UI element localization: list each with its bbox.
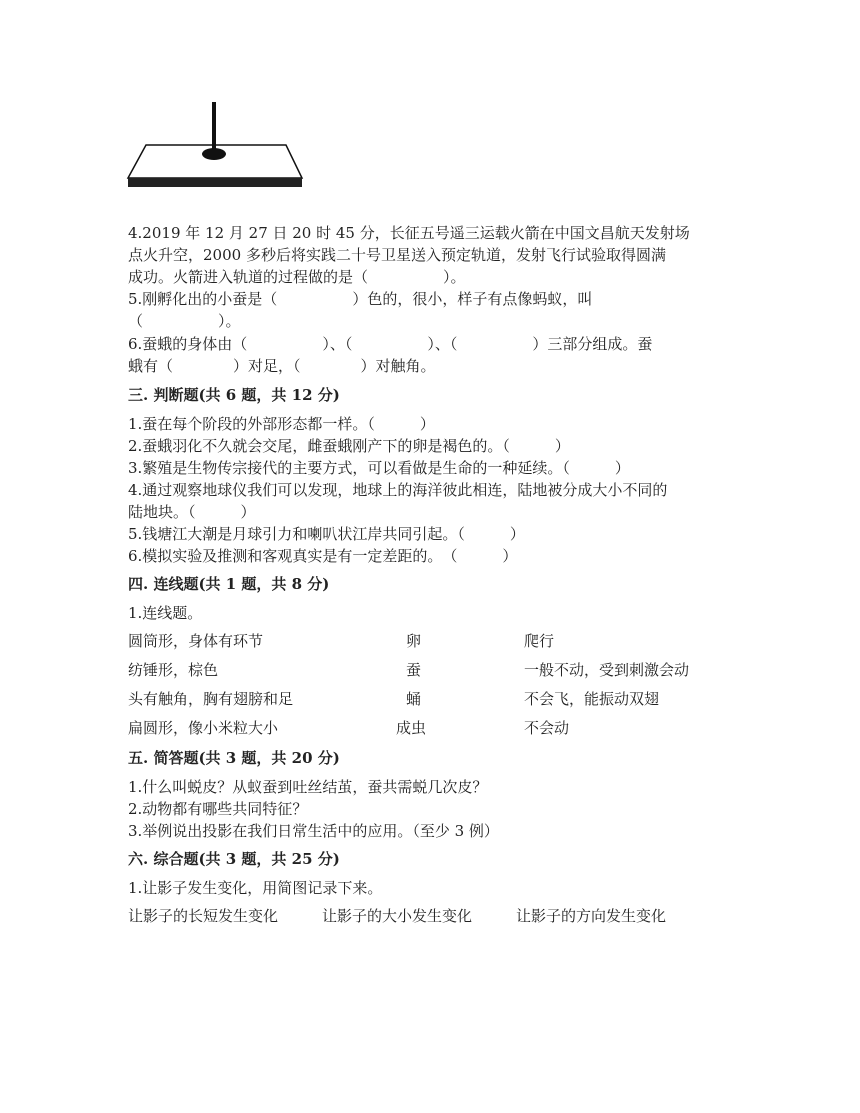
section-title: 四. 连线题(共 1 题，共 8 分) <box>128 575 330 593</box>
judge-item: 6.模拟实验及推测和客观真实是有一定差距的。 （ ） <box>128 547 518 565</box>
shadow-task-labels <box>128 905 728 927</box>
q5-line: （ ）。 <box>128 312 241 330</box>
judge-item: 5.钱塘江大潮是月球引力和喇叭状江岸共同引起。（ ） <box>128 525 525 543</box>
q4-line: 4.2019 年 12 月 27 日 20 时 45 分，长征五号遥三运载火箭在中国文昌航天发射场 <box>128 224 690 242</box>
match-mid: 蛹 <box>406 690 422 708</box>
question-text: 1.让影子发生变化，用简图记录下来。 <box>128 879 383 897</box>
judge-item: 2.蚕蛾羽化不久就会交尾，雌蚕蛾刚产下的卵是褐色的。（ ） <box>128 437 570 455</box>
section-3 <box>128 384 728 567</box>
match-left: 纺锤形，棕色 <box>128 661 219 679</box>
section-5 <box>128 747 728 842</box>
match-left: 圆筒形，身体有环节 <box>128 632 264 650</box>
shadow-task-label: 让影子的长短发生变化 <box>128 907 279 925</box>
match-mid: 成虫 <box>396 719 427 737</box>
q4-line: 成功。火箭进入轨道的过程做的是（ ）。 <box>128 268 466 286</box>
section-6 <box>128 848 728 899</box>
question-5 <box>128 288 728 332</box>
section-4 <box>128 573 728 624</box>
question-6 <box>128 333 728 377</box>
match-row <box>128 688 728 710</box>
judge-item: 陆地块。（ ） <box>128 503 256 521</box>
section-title: 六. 综合题(共 3 题，共 25 分) <box>128 850 340 868</box>
match-right: 爬行 <box>524 632 555 650</box>
q5-line: 5.刚孵化出的小蚕是（ ）色的，很小，样子有点像蚂蚁，叫 <box>128 290 593 308</box>
match-right: 不会飞，能振动双翅 <box>524 690 660 708</box>
judge-item: 3.繁殖是生物传宗接代的主要方式，可以看做是生命的一种延续。（ ） <box>128 459 630 477</box>
judge-item: 4.通过观察地球仪我们可以发现，地球上的海洋彼此相连，陆地被分成大小不同的 <box>128 481 668 499</box>
short-answer-item: 2.动物都有哪些共同特征？ <box>128 800 308 818</box>
shadow-task-label: 让影子的方向发生变化 <box>516 907 667 925</box>
short-answer-item: 1.什么叫蜕皮？从蚁蚕到吐丝结茧，蚕共需蜕几次皮？ <box>128 778 488 796</box>
question-text: 1.连线题。 <box>128 604 203 622</box>
section-title: 五. 简答题(共 3 题，共 20 分) <box>128 749 340 767</box>
q6-line: 蛾有（ ）对足，（ ）对触角。 <box>128 357 436 375</box>
shadow-stick-figure <box>126 100 304 192</box>
match-row <box>128 717 728 739</box>
match-right: 不会动 <box>524 719 570 737</box>
match-left: 头有触角，胸有翅膀和足 <box>128 690 294 708</box>
section-title: 三. 判断题(共 6 题，共 12 分) <box>128 386 340 404</box>
match-right: 一般不动，受到刺激会动 <box>524 661 690 679</box>
match-mid: 卵 <box>406 632 422 650</box>
q6-line: 6.蚕蛾的身体由（ ）、（ ）、（ ）三部分组成。蚕 <box>128 335 653 353</box>
match-row <box>128 630 728 652</box>
short-answer-item: 3.举例说出投影在我们日常生活中的应用。（至少 3 例） <box>128 822 499 840</box>
match-left: 扁圆形，像小米粒大小 <box>128 719 279 737</box>
match-mid: 蚕 <box>406 661 422 679</box>
judge-item: 1.蚕在每个阶段的外部形态都一样。（ ） <box>128 415 435 433</box>
question-4 <box>128 222 728 288</box>
shadow-task-label: 让影子的大小发生变化 <box>322 907 473 925</box>
match-row <box>128 659 728 681</box>
q4-line: 点火升空，2000 多秒后将实践二十号卫星送入预定轨道，发射飞行试验取得圆满 <box>128 246 666 264</box>
